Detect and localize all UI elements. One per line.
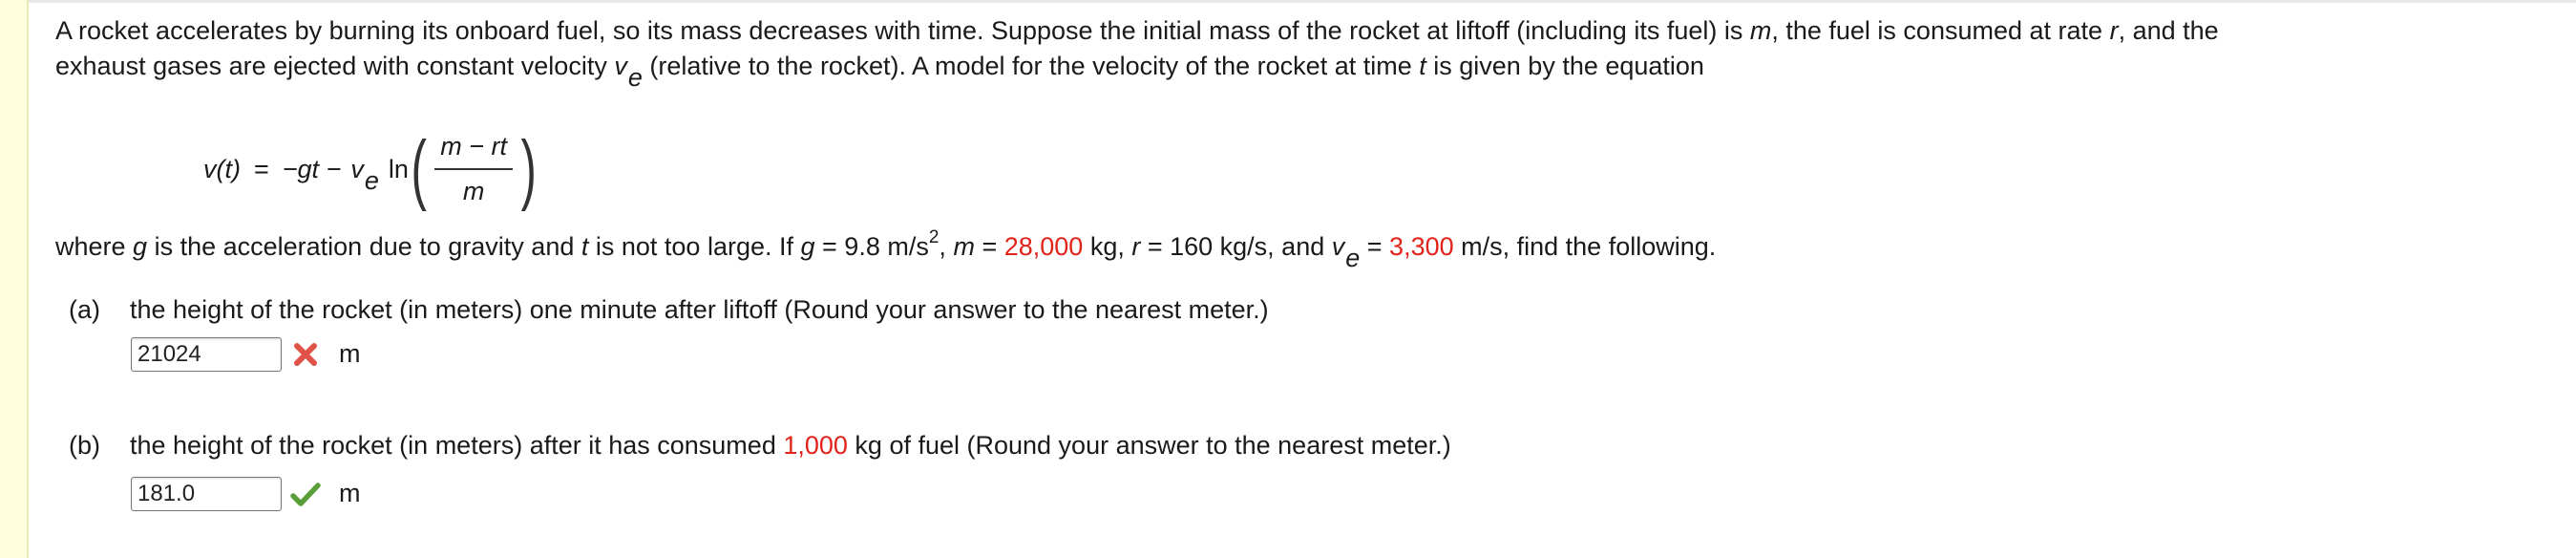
part-b-answer-input[interactable]: 181.0 <box>131 477 282 511</box>
velocity-equation: v(t) = −gt − ve ln ( $\frac{m - rt}{m}$ ) <box>203 125 537 212</box>
question-intro <box>55 13 2538 92</box>
part-a-answer-input[interactable]: 21024 <box>131 337 282 372</box>
given-values-text: where g is the acceleration due to gravity and t is not too large. If g = 9.8 $m/s^2$, m = 28,000 kg, r = 160 kg/s, and ve = 3,300 m/s, find the following. <box>55 227 1717 272</box>
part-a-question <box>69 292 1269 328</box>
mass-value: 28,000 <box>1003 232 1084 261</box>
fraction <box>434 129 513 209</box>
left-paren: ( <box>411 125 427 212</box>
part-a-answer-row <box>131 336 361 372</box>
part-a-label: (a) <box>69 295 100 324</box>
question-content <box>55 13 2538 507</box>
x-mark-icon <box>289 338 322 371</box>
part-b-question: (b) the height of the rocket (in meters) after it has consumed 1,000 kg of fuel (Round your answer to the nearest meter.) <box>69 428 1451 463</box>
fraction-numerator: m − rt <box>434 129 513 170</box>
top-divider <box>29 0 2576 3</box>
intro-line-2: exhaust gases are ejected with constant velocity ve (relative to the rocket). A model for the velocity of the rocket at time t is given by the equation <box>55 52 1704 92</box>
part-b-unit: m <box>339 479 361 507</box>
part-b-answer-row <box>131 476 361 511</box>
exhaust-velocity-value: 3,300 <box>1389 232 1454 261</box>
fuel-consumed-value: 1,000 <box>783 431 848 460</box>
part-a-text: the height of the rocket (in meters) one minute after liftoff (Round your answer to the nearest meter.) <box>130 295 1269 324</box>
left-margin-bar <box>0 0 29 558</box>
checkmark-icon <box>289 478 322 510</box>
fraction-denominator: m <box>462 177 485 205</box>
right-paren: ) <box>520 125 537 212</box>
part-b-label: (b) <box>69 431 100 460</box>
intro-line-1: A rocket accelerates by burning its onboard fuel, so its mass decreases with time. Suppose the initial mass of the rocket at liftoff (including its fuel) is m, the fuel is consumed at rate r, and the <box>55 16 2219 45</box>
part-a-unit: m <box>339 339 361 368</box>
